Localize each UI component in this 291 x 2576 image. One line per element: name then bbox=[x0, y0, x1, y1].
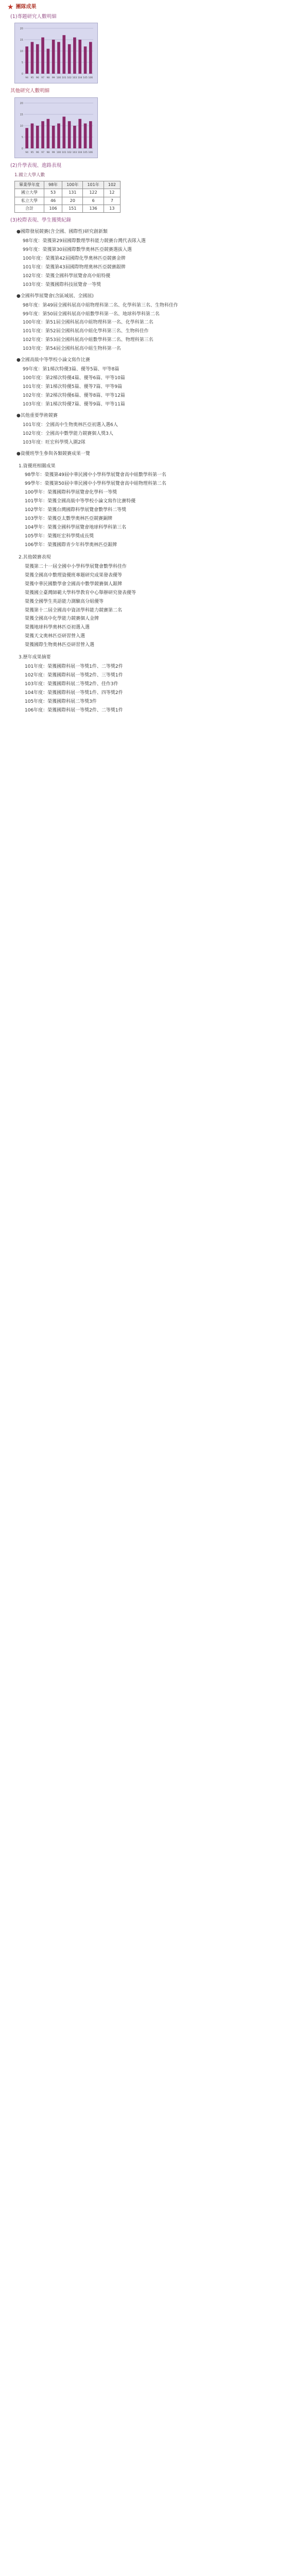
y-tick-label: 15 bbox=[20, 113, 23, 116]
category-science-fair-list bbox=[7, 302, 286, 353]
y-tick-label: 0 bbox=[21, 73, 23, 76]
list-item: 103學年：榮獲亞太數學奧林匹亞競賽銅牌 bbox=[25, 516, 113, 522]
table-cell: 20 bbox=[62, 197, 83, 205]
list-item: 榮獲全國學生英語能力測驗高分組優等 bbox=[25, 599, 104, 604]
table-cell: 7 bbox=[104, 197, 120, 205]
table-header-cell: 100年 bbox=[62, 181, 83, 189]
table-cell: 13 bbox=[104, 205, 120, 213]
list-item: 99學年：榮獲第50屆中華民國中小學科學展覽會高中組物理科第二名 bbox=[25, 481, 166, 487]
record-item: 103年度：榮獲國際科技展覽會一等獎 bbox=[23, 282, 101, 287]
chart-research-count bbox=[14, 23, 98, 83]
chart-svg-other bbox=[17, 100, 95, 156]
competition-title: (3)校際表現、學生獲獎紀錄 bbox=[10, 217, 71, 224]
section-header bbox=[7, 3, 286, 11]
record-item: 101年度：第52屆全國科展高中組化學科第三名、生物科佳作 bbox=[23, 329, 149, 334]
list-item: 103年度：榮獲國際科展二等獎2件、佳作3件 bbox=[25, 682, 118, 687]
record-item: 103年度：第1梯次特優7篇、優等9篇、甲等11篇 bbox=[23, 401, 125, 407]
further-study-title: (2)升學表現、進路表現 bbox=[10, 162, 61, 168]
bar bbox=[47, 49, 50, 74]
category-other-academic: ●其他重要學術競賽 bbox=[16, 413, 58, 418]
record-item: 101年度：榮獲第43屆國際物理奧林匹亞競賽銀牌 bbox=[23, 264, 126, 270]
table-cell: 46 bbox=[44, 197, 62, 205]
record-item: 103年度：旺宏科學獎入圍2隊 bbox=[23, 439, 85, 445]
university-table bbox=[14, 181, 121, 213]
x-tick-label: 100 bbox=[56, 151, 61, 154]
table-cell: 國立大學 bbox=[15, 189, 44, 197]
x-tick-label: 98 bbox=[46, 77, 50, 80]
x-tick-label: 106 bbox=[88, 77, 93, 80]
bar bbox=[78, 119, 81, 148]
table-cell: 12 bbox=[104, 189, 120, 197]
category-science-fair: ●全國科學展覽會(含區域展、全國展) bbox=[16, 293, 94, 299]
bar bbox=[25, 128, 28, 148]
y-tick-label: 20 bbox=[20, 101, 23, 105]
list-item: 榮獲全國高中數理資優班專題研究成果發表優等 bbox=[25, 572, 123, 578]
bar bbox=[52, 126, 55, 148]
x-tick-label: 97 bbox=[41, 151, 44, 154]
record-item: 98年度：榮獲第29屆國際數理學科能力競賽台灣代表隊入選 bbox=[23, 239, 146, 244]
bar bbox=[84, 124, 87, 148]
y-tick-label: 10 bbox=[20, 50, 23, 54]
table-row bbox=[15, 205, 121, 213]
x-tick-label: 94 bbox=[25, 151, 29, 154]
table-header-cell: 畢業學年度 bbox=[15, 181, 44, 189]
list-item: 106年度：榮獲國際科展一等獎2件、二等獎1件 bbox=[25, 707, 123, 713]
record-item: 99年度：第1梯次特優3篇、優等5篇、甲等8篇 bbox=[23, 367, 119, 372]
list-item: 100學年：榮獲國際科學展覽會化學科一等獎 bbox=[25, 490, 117, 496]
record-item: 102年度：全國高中數學能力競賽個人獎3人 bbox=[23, 431, 113, 436]
research-count-title: (1)專題研究人數明細 bbox=[10, 13, 57, 20]
bar bbox=[89, 42, 92, 74]
x-tick-label: 105 bbox=[83, 77, 88, 80]
list-item: 106學年：榮獲國際青少年科學奧林匹亞銀牌 bbox=[25, 542, 117, 548]
summary-title: 3.歷年成果摘要 bbox=[19, 655, 51, 660]
list-item: 榮獲國際生物奧林匹亞研習營入選 bbox=[25, 642, 95, 648]
bar bbox=[57, 42, 60, 74]
x-tick-label: 99 bbox=[52, 77, 55, 80]
section-title: 團隊成果 bbox=[15, 4, 37, 10]
category-essay: ●全國高級中等學校小論文寫作比賽 bbox=[16, 358, 90, 363]
record-item: 99年度：榮獲第30屆國際數學奧林匹亞競賽選拔入選 bbox=[23, 247, 132, 252]
x-tick-label: 96 bbox=[36, 151, 39, 154]
list-item: 榮獲國立臺灣師範大學科學教育中心舉辦研究發表優等 bbox=[25, 590, 136, 596]
list-item: 102年度：榮獲國際科展一等獎2件、三等獎1件 bbox=[25, 673, 123, 679]
gifted-results-list bbox=[25, 472, 286, 549]
bar bbox=[41, 38, 44, 74]
bar bbox=[25, 46, 28, 74]
table-header-row bbox=[15, 181, 121, 189]
list-item: 104學年：榮獲全國科學展覽會地球科學科第三名 bbox=[25, 525, 127, 531]
table-header-cell: 98年 bbox=[44, 181, 62, 189]
table-row bbox=[15, 197, 121, 205]
table-cell: 122 bbox=[83, 189, 104, 197]
x-tick-label: 104 bbox=[77, 151, 82, 154]
record-item: 102年度：榮獲全國科學展覽會高中組特優 bbox=[23, 273, 111, 279]
x-tick-label: 105 bbox=[83, 151, 88, 154]
x-tick-label: 99 bbox=[52, 151, 55, 154]
category-international-list bbox=[7, 238, 286, 289]
table-cell: 136 bbox=[83, 205, 104, 213]
x-tick-label: 102 bbox=[67, 151, 72, 154]
bar bbox=[73, 126, 76, 148]
x-tick-label: 96 bbox=[36, 77, 39, 80]
record-item: 100年度：榮獲第42屆國際化學奧林匹亞競賽金牌 bbox=[23, 256, 126, 261]
record-item: 99年度：第50屆全國科展高中組數學科第一名、地球科學科第二名 bbox=[23, 311, 160, 317]
bar bbox=[36, 44, 39, 74]
bar bbox=[52, 40, 55, 74]
table-cell: 6 bbox=[83, 197, 104, 205]
bar bbox=[47, 119, 50, 148]
x-tick-label: 106 bbox=[88, 151, 93, 154]
x-tick-label: 102 bbox=[67, 77, 72, 80]
x-tick-label: 101 bbox=[62, 77, 66, 80]
x-tick-label: 103 bbox=[72, 151, 77, 154]
y-tick-label: 20 bbox=[20, 27, 23, 31]
bar bbox=[89, 121, 92, 148]
summary-list bbox=[25, 664, 286, 715]
bar bbox=[31, 124, 34, 148]
bar bbox=[78, 40, 81, 74]
university-table-caption: 1.國立大學人數 bbox=[14, 172, 45, 178]
x-tick-label: 97 bbox=[41, 77, 44, 80]
chart-svg-research bbox=[17, 25, 95, 81]
list-item: 101學年：榮獲全國高級中等學校小論文寫作比賽特優 bbox=[25, 499, 136, 504]
bar bbox=[62, 116, 65, 148]
bar bbox=[68, 44, 71, 74]
record-item: 103年度：第54屆全國科展高中組生物科第一名 bbox=[23, 346, 121, 352]
list-item: 榮獲第十二屆全國高中資訊學科能力競賽第二名 bbox=[25, 607, 123, 613]
other-competition-title: 2.其他競賽表現 bbox=[19, 554, 51, 560]
category-gifted: ●資優班學生參與各類競賽成果一覽 bbox=[16, 451, 90, 456]
table-cell: 合計 bbox=[15, 205, 44, 213]
table-cell: 151 bbox=[62, 205, 83, 213]
list-item: 榮獲全國高中化學能力競賽個人金牌 bbox=[25, 616, 99, 622]
record-item: 100年度：第51屆全國科展高中組物理科第一名、化學科第二名 bbox=[23, 320, 153, 326]
bar bbox=[36, 126, 39, 148]
bar bbox=[41, 121, 44, 148]
bar bbox=[57, 124, 60, 148]
list-item: 105年度：榮獲國際科展二等獎3件 bbox=[25, 699, 97, 704]
chart-other-research bbox=[14, 97, 98, 158]
table-header-cell: 101年 bbox=[83, 181, 104, 189]
other-research-title: 其他研究人數明細 bbox=[10, 88, 50, 94]
list-item: 榮獲第二十一屆全國中小學科學展覽會數學科佳作 bbox=[25, 564, 127, 569]
list-item: 101年度：榮獲國際科展一等獎1件、二等獎2件 bbox=[25, 664, 123, 670]
record-item: 101年度：全國高中生物奧林匹亞初選入選6人 bbox=[23, 422, 118, 428]
table-header-cell: 102 bbox=[104, 181, 120, 189]
list-item: 榮獲地球科學奧林匹亞初選入選 bbox=[25, 625, 90, 631]
category-international: ●國際發展競賽(含全國、國際性)研究創新類 bbox=[16, 229, 108, 235]
list-item: 榮獲天文奧林匹亞研習營入選 bbox=[25, 634, 85, 639]
bar bbox=[68, 121, 71, 148]
other-competition-list bbox=[25, 564, 286, 649]
table-cell: 106 bbox=[44, 205, 62, 213]
x-tick-label: 98 bbox=[46, 151, 50, 154]
x-tick-label: 95 bbox=[30, 151, 34, 154]
record-item: 100年度：第2梯次特優4篇、優等6篇、甲等10篇 bbox=[23, 376, 125, 381]
bar bbox=[73, 38, 76, 74]
x-tick-label: 103 bbox=[72, 77, 77, 80]
list-item: 榮獲中華民國數學會全國高中數學競賽個人銀牌 bbox=[25, 581, 123, 587]
x-tick-label: 104 bbox=[77, 77, 82, 80]
y-tick-label: 0 bbox=[21, 147, 23, 150]
category-other-academic-list bbox=[7, 422, 286, 447]
record-item: 102年度：第2梯次特優6篇、優等8篇、甲等12篇 bbox=[23, 393, 125, 398]
table-cell: 131 bbox=[62, 189, 83, 197]
y-tick-label: 10 bbox=[20, 124, 23, 128]
x-tick-label: 101 bbox=[62, 151, 66, 154]
category-essay-list bbox=[7, 366, 286, 409]
x-tick-label: 94 bbox=[25, 77, 29, 80]
list-item: 104年度：榮獲國際科展一等獎1件、四等獎2件 bbox=[25, 690, 123, 696]
record-item: 98年度：第49屆全國科展高中組物理科第二名、化學科第三名、生物科佳作 bbox=[23, 302, 178, 308]
bar bbox=[84, 46, 87, 74]
table-cell: 53 bbox=[44, 189, 62, 197]
y-tick-label: 15 bbox=[20, 39, 23, 42]
bar bbox=[62, 35, 65, 74]
list-item: 102學年：榮獲台灣國際科學展覽會數學科二等獎 bbox=[25, 507, 127, 513]
list-item: 105學年：榮獲旺宏科學獎成長獎 bbox=[25, 534, 94, 539]
y-tick-label: 5 bbox=[21, 135, 23, 139]
bar bbox=[31, 42, 34, 74]
gifted-results-title: 1.資優班相關成果 bbox=[19, 463, 56, 469]
table-row bbox=[15, 189, 121, 197]
y-tick-label: 5 bbox=[21, 61, 23, 65]
star-icon: ★ bbox=[7, 3, 14, 11]
x-tick-label: 100 bbox=[56, 77, 61, 80]
table-cell: 私立大學 bbox=[15, 197, 44, 205]
record-item: 101年度：第1梯次特優5篇、優等7篇、甲等9篇 bbox=[23, 384, 123, 390]
record-item: 102年度：第53屆全國科展高中組數學科第二名、物理科第三名 bbox=[23, 337, 153, 343]
list-item: 98學年：榮獲第49屆中華民國中小學科學展覽會高中組數學科第一名 bbox=[25, 472, 166, 478]
x-tick-label: 95 bbox=[30, 77, 34, 80]
